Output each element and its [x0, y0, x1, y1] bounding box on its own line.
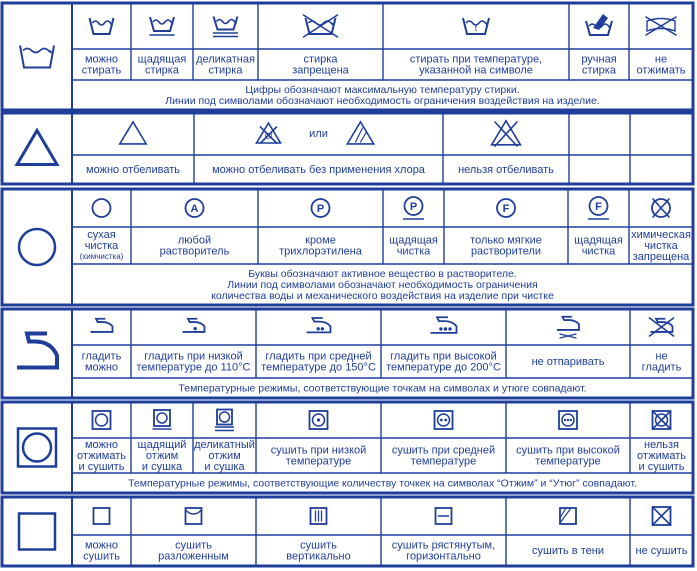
- item-label: ручная: [581, 53, 617, 66]
- triangle-icon: [17, 131, 57, 165]
- square-icon: [94, 508, 110, 524]
- item-label: разложенным: [158, 550, 229, 563]
- item-label: любой: [177, 234, 212, 247]
- section-dry-cleaning: [2, 189, 693, 305]
- circle-crossed-icon: [652, 199, 670, 217]
- triangle-crossed-icon: [492, 121, 521, 146]
- item-label: сушить в тени: [532, 545, 604, 557]
- section-washing: [2, 3, 693, 110]
- item-label: и сушить: [638, 461, 685, 473]
- item-dry-shade: [532, 508, 604, 557]
- item-tumble-dry-gentle: [138, 410, 187, 473]
- item-label: гладить: [641, 361, 682, 374]
- item-label: и сушить: [78, 461, 125, 473]
- tumble-dry-low-icon: [310, 411, 328, 429]
- note-line: количества воды и механического воздействия на изделие при чистке: [211, 290, 554, 302]
- item-label: отжим: [145, 450, 179, 462]
- item-label: вертикально: [286, 550, 351, 563]
- note-line: Цифры обозначают максимальную температуру стирки.: [245, 84, 520, 96]
- item-label: чистка: [581, 245, 616, 258]
- item-iron-crossed: [642, 318, 682, 374]
- tumble-dry-high-icon: [559, 411, 577, 429]
- iron-two-dots-icon: [307, 318, 331, 332]
- item-handwash: [581, 14, 617, 77]
- section-note: [165, 84, 599, 107]
- circle-a-icon: [186, 199, 204, 217]
- item-label: щадящая: [389, 234, 438, 247]
- item-label: температуре до 110°C: [136, 361, 251, 374]
- dry-horizontal-icon: [436, 508, 452, 524]
- svg-text:F: F: [502, 203, 510, 215]
- item-label: можно отбеливать: [86, 164, 180, 176]
- item-label: горизонтально: [406, 550, 481, 563]
- item-circle-a: [160, 199, 230, 258]
- item-label: температуре: [535, 455, 601, 468]
- item-label: чистка: [644, 240, 678, 252]
- item-label: можно: [84, 439, 119, 451]
- item-label: не: [654, 53, 668, 66]
- tumble-dry-crossed-icon: [653, 411, 671, 429]
- item-tumble-dry-crossed: [637, 411, 686, 473]
- item-no-wring: [637, 17, 686, 77]
- item-label: не: [655, 350, 668, 363]
- item-iron: [82, 319, 122, 374]
- item-label: только мягкие: [470, 234, 542, 247]
- item-triangle-no-chlorine: [212, 122, 426, 176]
- item-washtub: [82, 18, 122, 77]
- circle-f-icon: [497, 199, 515, 217]
- circle-icon: [93, 199, 111, 217]
- section-tumble-drying: [2, 402, 693, 493]
- triangle-no-chlorine-icon: [257, 122, 374, 144]
- item-label: не сушить: [635, 545, 688, 557]
- item-iron-no-steam: [532, 317, 605, 368]
- item-label: можно: [84, 539, 119, 552]
- item-label: температуре: [285, 455, 352, 468]
- iron-icon: [17, 334, 57, 368]
- note-line: Буквы обозначают активное вещество в растворителе.: [248, 268, 517, 280]
- item-iron-two-dots: [261, 318, 376, 374]
- item-label: указанной на символе: [419, 64, 533, 77]
- item-sublabel: (химчистка): [79, 252, 124, 261]
- item-washtub-crossed: [292, 15, 349, 77]
- svg-text:Cl: Cl: [264, 132, 273, 141]
- item-label: отжимать: [637, 450, 686, 462]
- drip-dry-icon: [311, 508, 327, 524]
- item-label: химическая: [631, 229, 691, 241]
- iron-no-steam-icon: [557, 317, 579, 338]
- section-note: [178, 383, 586, 395]
- iron-three-dots-icon: [431, 317, 457, 333]
- washtub-delicate-icon: [214, 17, 238, 37]
- circle-p-gentle-icon: [404, 197, 424, 219]
- item-label: щадящий: [137, 439, 187, 451]
- section-note: [128, 478, 637, 490]
- item-label: растворитель: [159, 245, 230, 258]
- svg-text:P: P: [316, 203, 325, 215]
- item-iron-one-dot: [137, 319, 251, 374]
- item-label: запрещена: [632, 251, 690, 263]
- item-label: сухая: [87, 229, 116, 241]
- tumble-dry-medium-icon: [435, 411, 453, 429]
- item-label: трихлорэтилена: [279, 245, 362, 258]
- washtub-temperature-icon: [463, 18, 489, 34]
- iron-icon: [91, 319, 113, 332]
- item-label: сушить при средней: [391, 444, 496, 457]
- washtub-icon: [90, 18, 114, 34]
- note-line: Линии под символами обозначают необходимость ограничения: [227, 279, 538, 291]
- item-tumble-dry-delicate: [194, 410, 255, 474]
- iron-one-dot-icon: [183, 319, 205, 332]
- item-label: стирка: [582, 64, 616, 77]
- item-circle-f: [470, 199, 542, 258]
- washtub-icon: [20, 46, 54, 68]
- item-label: щадящая: [137, 53, 187, 66]
- item-label: чистка: [84, 240, 119, 252]
- item-washtub-temperature: [410, 18, 542, 77]
- section-note: [211, 268, 554, 302]
- item-label: чистка: [396, 245, 431, 258]
- item-label: гладить при высокой: [390, 350, 497, 363]
- item-label: нельзя отбеливать: [458, 164, 554, 176]
- item-label: стирка: [303, 53, 338, 66]
- section-ironing: [2, 309, 693, 398]
- item-circle: [80, 199, 124, 261]
- svg-text:A: A: [190, 203, 199, 215]
- square-icon: [19, 514, 55, 550]
- item-label: сушить: [83, 550, 120, 563]
- triangle-icon: [120, 122, 146, 144]
- tumble-dry-gentle-icon: [153, 410, 171, 429]
- note-line: Температурные режимы, соответствующие количеству точкек на символах “Отжим” и “Утюг” совпадают.: [128, 477, 637, 490]
- washtub-gentle-icon: [150, 17, 174, 35]
- svg-text:P: P: [409, 201, 418, 213]
- item-triangle: [86, 122, 180, 176]
- item-washtub-delicate: [196, 17, 255, 77]
- item-label: гладить при низкой: [144, 350, 243, 363]
- item-label: гладить при средней: [265, 350, 372, 363]
- note-line: Линии под символами обозначают необходимость ограничения воздействия на изделие.: [165, 95, 600, 107]
- no-wring-icon: [646, 17, 676, 35]
- item-label: стирать: [81, 64, 122, 77]
- item-label: сушить при низкой: [270, 444, 367, 457]
- or-text: или: [309, 128, 328, 140]
- item-label: можно: [84, 53, 119, 66]
- iron-crossed-icon: [650, 318, 674, 336]
- handwash-icon: [586, 14, 612, 35]
- item-label: кроме: [305, 234, 336, 247]
- item-label: и сушка: [204, 461, 245, 473]
- washtub-crossed-icon: [304, 15, 338, 37]
- item-circle-p: [279, 199, 363, 258]
- circle-f-gentle-icon: [589, 197, 609, 219]
- item-label: отжимать: [636, 64, 686, 77]
- item-tumble-dry-low: [271, 411, 367, 468]
- note-line: Температурные режимы, соответствующие точкам на символах и утюге совпадают.: [178, 382, 587, 395]
- section-bleaching: [2, 113, 693, 184]
- item-label: температуре до 150°C: [261, 361, 376, 374]
- item-label: сушить при высокой: [516, 444, 620, 457]
- tumble-dry-icon: [18, 429, 56, 467]
- item-label: стирка: [145, 64, 179, 77]
- item-label: не отпаривать: [531, 356, 605, 368]
- item-label: сушить: [175, 539, 212, 552]
- item-label: сушить рястянутым,: [391, 539, 496, 552]
- item-triangle-crossed: [458, 121, 554, 176]
- dry-shade-icon: [560, 508, 576, 524]
- item-label: можно: [84, 361, 119, 374]
- item-label: отжимать: [77, 450, 126, 462]
- svg-text:F: F: [595, 201, 602, 213]
- circle-icon: [19, 229, 55, 265]
- item-circle-crossed: [631, 199, 691, 263]
- item-label: деликатный: [194, 439, 255, 451]
- tumble-dry-icon: [93, 411, 111, 429]
- item-label: деликатная: [196, 53, 255, 66]
- tumble-dry-delicate-icon: [216, 410, 234, 431]
- item-label: и сушка: [141, 461, 183, 473]
- item-label: можно отбеливать без применения хлора: [212, 164, 425, 176]
- dry-flat-icon: [186, 508, 202, 524]
- item-label: стирать при температуре,: [409, 53, 543, 66]
- square-crossed-icon: [653, 507, 671, 525]
- item-label: температуре до 200°C: [386, 361, 501, 374]
- item-tumble-dry: [77, 411, 126, 473]
- section-natural-drying: [2, 497, 693, 566]
- item-tumble-dry-medium: [392, 411, 495, 468]
- item-label: сушить: [300, 539, 337, 552]
- item-label: щадящая: [574, 234, 623, 247]
- item-washtub-gentle: [138, 17, 187, 77]
- item-label: нельзя: [644, 439, 679, 451]
- item-label: гладить: [81, 350, 122, 363]
- item-label: запрещена: [292, 64, 349, 77]
- item-label: температуре: [410, 455, 477, 468]
- item-square-crossed: [636, 507, 688, 557]
- item-label: растворители: [470, 245, 542, 258]
- item-tumble-dry-high: [516, 411, 620, 468]
- item-label: стирка: [208, 64, 243, 77]
- item-label: отжим: [208, 450, 241, 462]
- circle-p-icon: [312, 199, 330, 217]
- svg-text:t: t: [474, 24, 478, 33]
